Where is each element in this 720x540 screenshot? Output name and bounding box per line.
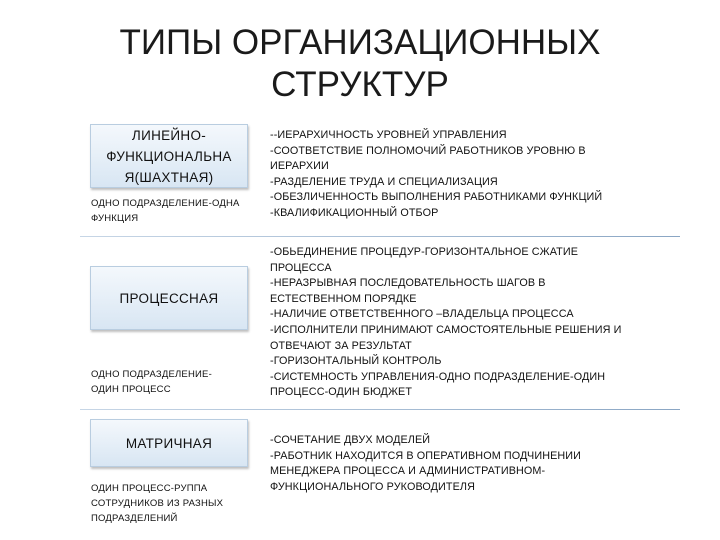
structure-note-process bbox=[91, 367, 266, 397]
page-title-line-2: СТРУКТУР bbox=[271, 65, 449, 104]
desc-line: -РАЗДЕЛЕНИЕ ТРУДА И СПЕЦИАЛИЗАЦИЯ bbox=[270, 175, 498, 188]
desc-line: -НЕРАЗРЫВНАЯ ПОСЛЕДОВАТЕЛЬНОСТЬ ШАГОВ В bbox=[270, 277, 546, 290]
desc-line: МЕНЕДЖЕРА ПРОЦЕССА И АДМИНИСТРАТИВНОМ- bbox=[270, 465, 546, 478]
desc-line: -НАЛИЧИЕ ОТВЕТСТВЕННОГО –ВЛАДЕЛЬЦА ПРОЦЕССА bbox=[270, 308, 574, 321]
note-line: ПОДРАЗДЕЛЕНИЙ bbox=[91, 513, 178, 524]
structure-box-process bbox=[90, 266, 248, 330]
desc-line: ИЕРАРХИИ bbox=[270, 160, 329, 173]
desc-line: --ИЕРАРХИЧНОСТЬ УРОВНЕЙ УПРАВЛЕНИЯ bbox=[270, 129, 507, 141]
note-line: ОДИН ПРОЦЕСС-РУППА bbox=[91, 483, 208, 494]
structure-note-linear-functional bbox=[91, 196, 266, 226]
desc-line: ПРОЦЕСС-ОДИН БЮДЖЕТ bbox=[270, 386, 413, 399]
note-line: ОДИН ПРОЦЕСС bbox=[91, 384, 171, 395]
desc-line: ПРОЦЕССА bbox=[270, 261, 332, 274]
desc-line: -КВАЛИФИКАЦИОННЫЙ ОТБОР bbox=[270, 206, 439, 219]
note-line: ОДНО ПОДРАЗДЕЛЕНИЕ-ОДНА bbox=[91, 198, 240, 209]
box-line: ПРОЦЕССНАЯ bbox=[119, 290, 219, 306]
desc-line: -ОБЕЗЛИЧЕННОСТЬ ВЫПОЛНЕНИЯ РАБОТНИКАМИ ФУНКЦИЙ bbox=[270, 191, 603, 204]
page-title-line-1: ТИПЫ ОРГАНИЗАЦИОННЫХ bbox=[119, 23, 601, 62]
desc-line: -ГОРИЗОНТАЛЬНЫЙ КОНТРОЛЬ bbox=[270, 355, 442, 368]
structure-description-matrix bbox=[270, 433, 670, 495]
section-separator bbox=[80, 409, 680, 410]
box-line: Я(ШАХТНАЯ) bbox=[124, 169, 214, 185]
desc-line: ЕСТЕСТВЕННОМ ПОРЯДКЕ bbox=[270, 292, 417, 305]
desc-line: ФУНКЦИОНАЛЬНОГО РУКОВОДИТЕЛЯ bbox=[270, 480, 475, 493]
desc-line: -ОБЬЕДИНЕНИЕ ПРОЦЕДУР-ГОРИЗОНТАЛЬНОЕ СЖАТИЕ bbox=[270, 246, 579, 258]
structure-note-matrix bbox=[91, 481, 266, 526]
note-line: ФУНКЦИЯ bbox=[91, 213, 139, 224]
note-line: СОТРУДНИКОВ ИЗ РАЗНЫХ bbox=[91, 498, 224, 509]
box-line: ФУНКЦИОНАЛЬНА bbox=[106, 148, 232, 164]
desc-line: -СОЧЕТАНИЕ ДВУХ МОДЕЛЕЙ bbox=[270, 434, 431, 446]
structure-box-matrix bbox=[90, 419, 248, 467]
box-line: МАТРИЧНАЯ bbox=[125, 435, 213, 451]
desc-line: ОТВЕЧАЮТ ЗА РЕЗУЛЬТАТ bbox=[270, 339, 412, 352]
desc-line: -РАБОТНИК НАХОДИТСЯ В ОПЕРАТИВНОМ ПОДЧИНЕНИИ bbox=[270, 449, 582, 462]
note-line: ОДНО ПОДРАЗДЕЛЕНИЕ- bbox=[91, 369, 212, 380]
section-separator bbox=[80, 236, 680, 237]
structure-description-process bbox=[270, 245, 670, 401]
desc-line: -СООТВЕТСТВИЕ ПОЛНОМОЧИЙ РАБОТНИКОВ УРОВНЮ В bbox=[270, 144, 586, 157]
page-title bbox=[0, 22, 720, 106]
box-line: ЛИНЕЙНО- bbox=[131, 127, 207, 143]
structure-description-linear-functional bbox=[270, 128, 670, 222]
desc-line: -ИСПОЛНИТЕЛИ ПРИНИМАЮТ САМОСТОЯТЕЛЬНЫЕ РЕШЕНИЯ И bbox=[270, 323, 622, 336]
structure-box-linear-functional bbox=[90, 124, 248, 188]
desc-line: -СИСТЕМНОСТЬ УПРАВЛЕНИЯ-ОДНО ПОДРАЗДЕЛЕНИЕ-ОДИН bbox=[270, 370, 606, 383]
